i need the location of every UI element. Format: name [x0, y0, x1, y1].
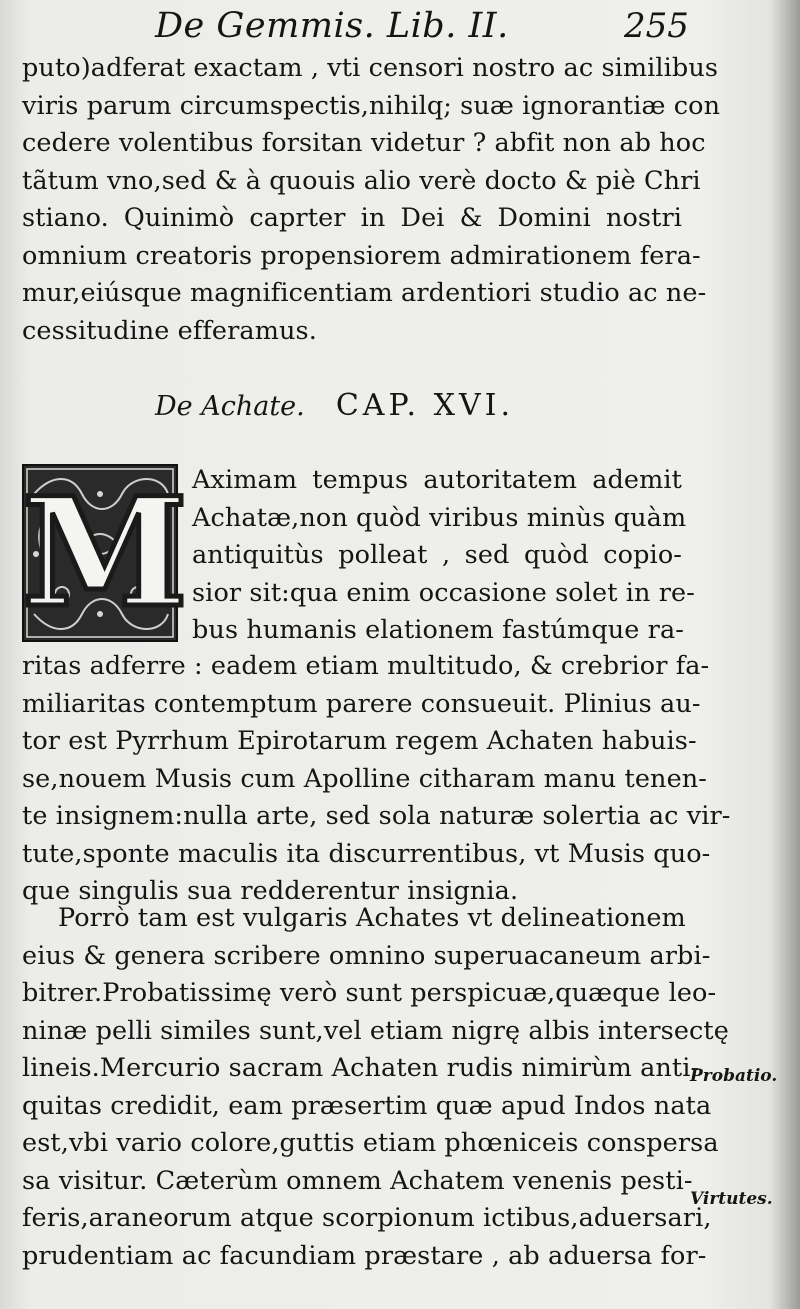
running-title: De Gemmis. Lib. II.: [155, 6, 509, 46]
top-paragraph: [22, 50, 721, 350]
marginal-note-probatio: Probatio.: [690, 1066, 778, 1086]
text-line: tute,sponte maculis ita discurrentibus, vt Musis quo-: [22, 838, 711, 869]
text-line: sa visitur. Cæterùm omnem Achatem venenis pesti-: [22, 1165, 693, 1196]
text-line: se,nouem Musis cum Apolline citharam manu tenen-: [22, 763, 708, 794]
text-line: eius & genera scribere omnino superuacaneum arbi-: [22, 940, 711, 971]
text-line: sior sit:qua enim occasione solet in re-: [192, 577, 695, 608]
text-line: tãtum vno,sed & à quouis alio verè docto & piè Chri: [22, 165, 701, 196]
text-line: antiquitùs polleat , sed quòd copio-: [192, 540, 682, 570]
text-line: puto)adferat exactam , vti censori nostro ac similibus: [22, 53, 719, 83]
main-paragraph: [22, 648, 731, 911]
page-number: 255: [624, 6, 689, 46]
decorated-initial: [22, 464, 189, 642]
text-line: est,vbi vario colore,guttis etiam phœniceis conspersa: [22, 1128, 719, 1158]
text-line: tor est Pyrrhum Epirotarum regem Achaten habuis-: [22, 726, 697, 756]
text-line: viris parum circumspectis,nihilq; suæ ignorantiæ con: [22, 90, 721, 121]
text-line: te insignem:nulla arte, sed sola naturæ solertia ac vir-: [22, 801, 731, 831]
initial-letter: M: [22, 465, 189, 641]
text-line: bitrer.Probatissimę verò sunt perspicuæ,quæque leo-: [22, 978, 717, 1008]
text-line: feris,araneorum atque scorpionum ictibus,aduersari,: [22, 1203, 712, 1233]
text-line: quitas credidit, eam præsertim quæ apud Indos nata: [22, 1090, 712, 1121]
chapter-name: De Achate.: [155, 391, 305, 422]
page-header: [0, 4, 800, 52]
text-line: cessitudine efferamus.: [22, 315, 317, 346]
text-line: Aximam tempus autoritatem ademit: [192, 465, 682, 495]
text-line: Achatæ,non quòd viribus minùs quàm: [192, 502, 687, 533]
text-line: mur,eiúsque magnificentiam ardentiori studio ac ne-: [22, 278, 707, 308]
initial-paragraph: [192, 462, 695, 650]
text-line: que singulis sua redderentur insignia.: [22, 876, 519, 906]
second-paragraph: [22, 900, 729, 1275]
text-line: Porrò tam est vulgaris Achates vt delineationem: [58, 903, 686, 933]
marginal-note-virtutes: Virtutes.: [690, 1189, 773, 1209]
text-line: ritas adferre : eadem etiam multitudo, & crebrior fa-: [22, 651, 710, 681]
text-line: miliaritas contemptum parere consueuit. Plinius au-: [22, 688, 701, 719]
text-line: ninæ pelli similes sunt,vel etiam nigrę albis intersectę: [22, 1015, 729, 1046]
text-line: bus humanis elationem fastúmque ra-: [192, 615, 684, 645]
text-line: cedere volentibus forsitan videtur ? abfit non ab hoc: [22, 128, 706, 158]
chapter-heading: [155, 388, 514, 436]
text-line: omnium creatoris propensiorem admirationem fera-: [22, 240, 701, 271]
text-line: stiano. Quinimò caprter in Dei & Domini nostri: [22, 203, 682, 233]
text-line: prudentiam ac facundiam præstare , ab aduersa for-: [22, 1240, 707, 1271]
text-line: lineis.Mercurio sacram Achaten rudis nimirùm anti-: [22, 1053, 700, 1083]
chapter-number: CAP. XVI.: [335, 388, 515, 423]
